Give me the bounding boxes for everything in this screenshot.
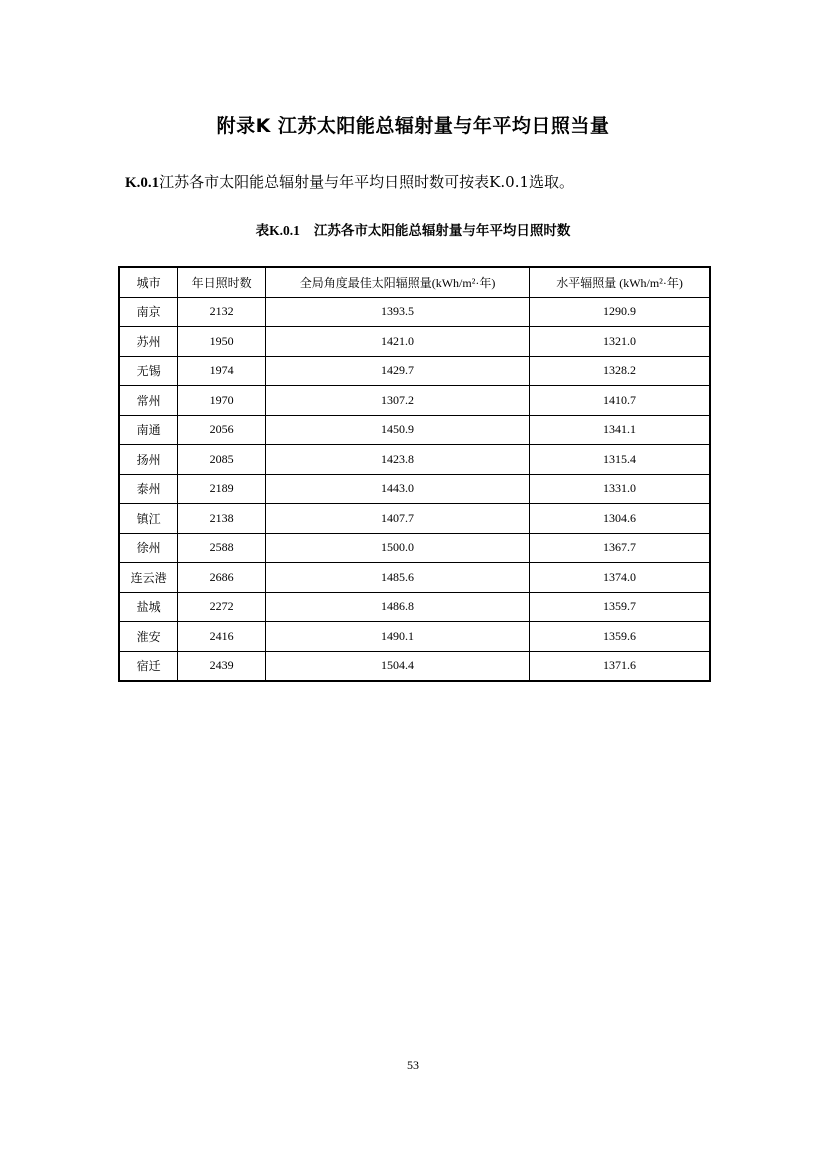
appendix-title: 附录K 江苏太阳能总辐射量与年平均日照当量 xyxy=(216,115,610,137)
header-sunshine-hours: 年日照时数 xyxy=(178,267,266,297)
cell-sunshine-hours: 2439 xyxy=(178,651,266,681)
cell-horizontal-irradiation: 1359.6 xyxy=(530,622,710,652)
cell-horizontal-irradiation: 1315.4 xyxy=(530,445,710,475)
cell-city: 扬州 xyxy=(119,445,178,475)
table-body xyxy=(119,297,710,681)
cell-horizontal-irradiation: 1367.7 xyxy=(530,533,710,563)
cell-horizontal-irradiation: 1290.9 xyxy=(530,297,710,327)
cell-optimal-angle-irradiation: 1504.4 xyxy=(266,651,530,681)
cell-horizontal-irradiation: 1359.7 xyxy=(530,592,710,622)
cell-optimal-angle-irradiation: 1393.5 xyxy=(266,297,530,327)
cell-horizontal-irradiation: 1410.7 xyxy=(530,386,710,416)
table-row xyxy=(119,651,710,681)
cell-sunshine-hours: 1974 xyxy=(178,356,266,386)
cell-sunshine-hours: 2416 xyxy=(178,622,266,652)
cell-sunshine-hours: 2272 xyxy=(178,592,266,622)
cell-optimal-angle-irradiation: 1443.0 xyxy=(266,474,530,504)
cell-optimal-angle-irradiation: 1485.6 xyxy=(266,563,530,593)
cell-optimal-angle-irradiation: 1423.8 xyxy=(266,445,530,475)
header-horizontal-irradiation: 水平辐照量 (kWh/m²·年) xyxy=(530,267,710,297)
cell-optimal-angle-irradiation: 1307.2 xyxy=(266,386,530,416)
cell-city: 宿迁 xyxy=(119,651,178,681)
clause-paragraph xyxy=(125,171,574,192)
cell-city: 苏州 xyxy=(119,327,178,357)
cell-optimal-angle-irradiation: 1429.7 xyxy=(266,356,530,386)
cell-city: 镇江 xyxy=(119,504,178,534)
table-caption-text: 江苏各市太阳能总辐射量与年平均日照时数 xyxy=(313,223,571,239)
cell-city: 徐州 xyxy=(119,533,178,563)
cell-sunshine-hours: 1950 xyxy=(178,327,266,357)
cell-optimal-angle-irradiation: 1500.0 xyxy=(266,533,530,563)
cell-optimal-angle-irradiation: 1421.0 xyxy=(266,327,530,357)
cell-optimal-angle-irradiation: 1486.8 xyxy=(266,592,530,622)
header-city: 城市 xyxy=(119,267,178,297)
cell-horizontal-irradiation: 1304.6 xyxy=(530,504,710,534)
table-row xyxy=(119,356,710,386)
cell-city: 盐城 xyxy=(119,592,178,622)
clause-number: K.0.1 xyxy=(125,175,160,191)
table-row xyxy=(119,445,710,475)
solar-radiation-table xyxy=(118,266,711,682)
table-caption xyxy=(0,219,826,239)
cell-city: 淮安 xyxy=(119,622,178,652)
cell-sunshine-hours: 2588 xyxy=(178,533,266,563)
cell-city: 无锡 xyxy=(119,356,178,386)
cell-sunshine-hours: 2686 xyxy=(178,563,266,593)
cell-horizontal-irradiation: 1371.6 xyxy=(530,651,710,681)
cell-city: 连云港 xyxy=(119,563,178,593)
cell-sunshine-hours: 2085 xyxy=(178,445,266,475)
table-row xyxy=(119,533,710,563)
cell-sunshine-hours: 1970 xyxy=(178,386,266,416)
header-optimal-angle-irradiation: 全局角度最佳太阳辐照量(kWh/m²·年) xyxy=(266,267,530,297)
cell-horizontal-irradiation: 1321.0 xyxy=(530,327,710,357)
cell-horizontal-irradiation: 1341.1 xyxy=(530,415,710,445)
cell-sunshine-hours: 2189 xyxy=(178,474,266,504)
cell-horizontal-irradiation: 1374.0 xyxy=(530,563,710,593)
cell-city: 常州 xyxy=(119,386,178,416)
table-row xyxy=(119,592,710,622)
table-row xyxy=(119,415,710,445)
cell-optimal-angle-irradiation: 1407.7 xyxy=(266,504,530,534)
cell-sunshine-hours: 2132 xyxy=(178,297,266,327)
cell-sunshine-hours: 2056 xyxy=(178,415,266,445)
table-row xyxy=(119,474,710,504)
cell-horizontal-irradiation: 1328.2 xyxy=(530,356,710,386)
table-caption-number: 表K.0.1 xyxy=(255,223,300,238)
cell-optimal-angle-irradiation: 1450.9 xyxy=(266,415,530,445)
table-row xyxy=(119,386,710,416)
cell-city: 南通 xyxy=(119,415,178,445)
cell-sunshine-hours: 2138 xyxy=(178,504,266,534)
page-number: 53 xyxy=(407,1058,419,1072)
table-row xyxy=(119,297,710,327)
table-row xyxy=(119,563,710,593)
table-row xyxy=(119,622,710,652)
cell-optimal-angle-irradiation: 1490.1 xyxy=(266,622,530,652)
cell-city: 南京 xyxy=(119,297,178,327)
table-row xyxy=(119,327,710,357)
cell-horizontal-irradiation: 1331.0 xyxy=(530,474,710,504)
cell-city: 泰州 xyxy=(119,474,178,504)
table-row xyxy=(119,504,710,534)
clause-text: 江苏各市太阳能总辐射量与年平均日照时数可按表K.0.1选取。 xyxy=(159,173,575,191)
table-header-row xyxy=(119,267,710,297)
